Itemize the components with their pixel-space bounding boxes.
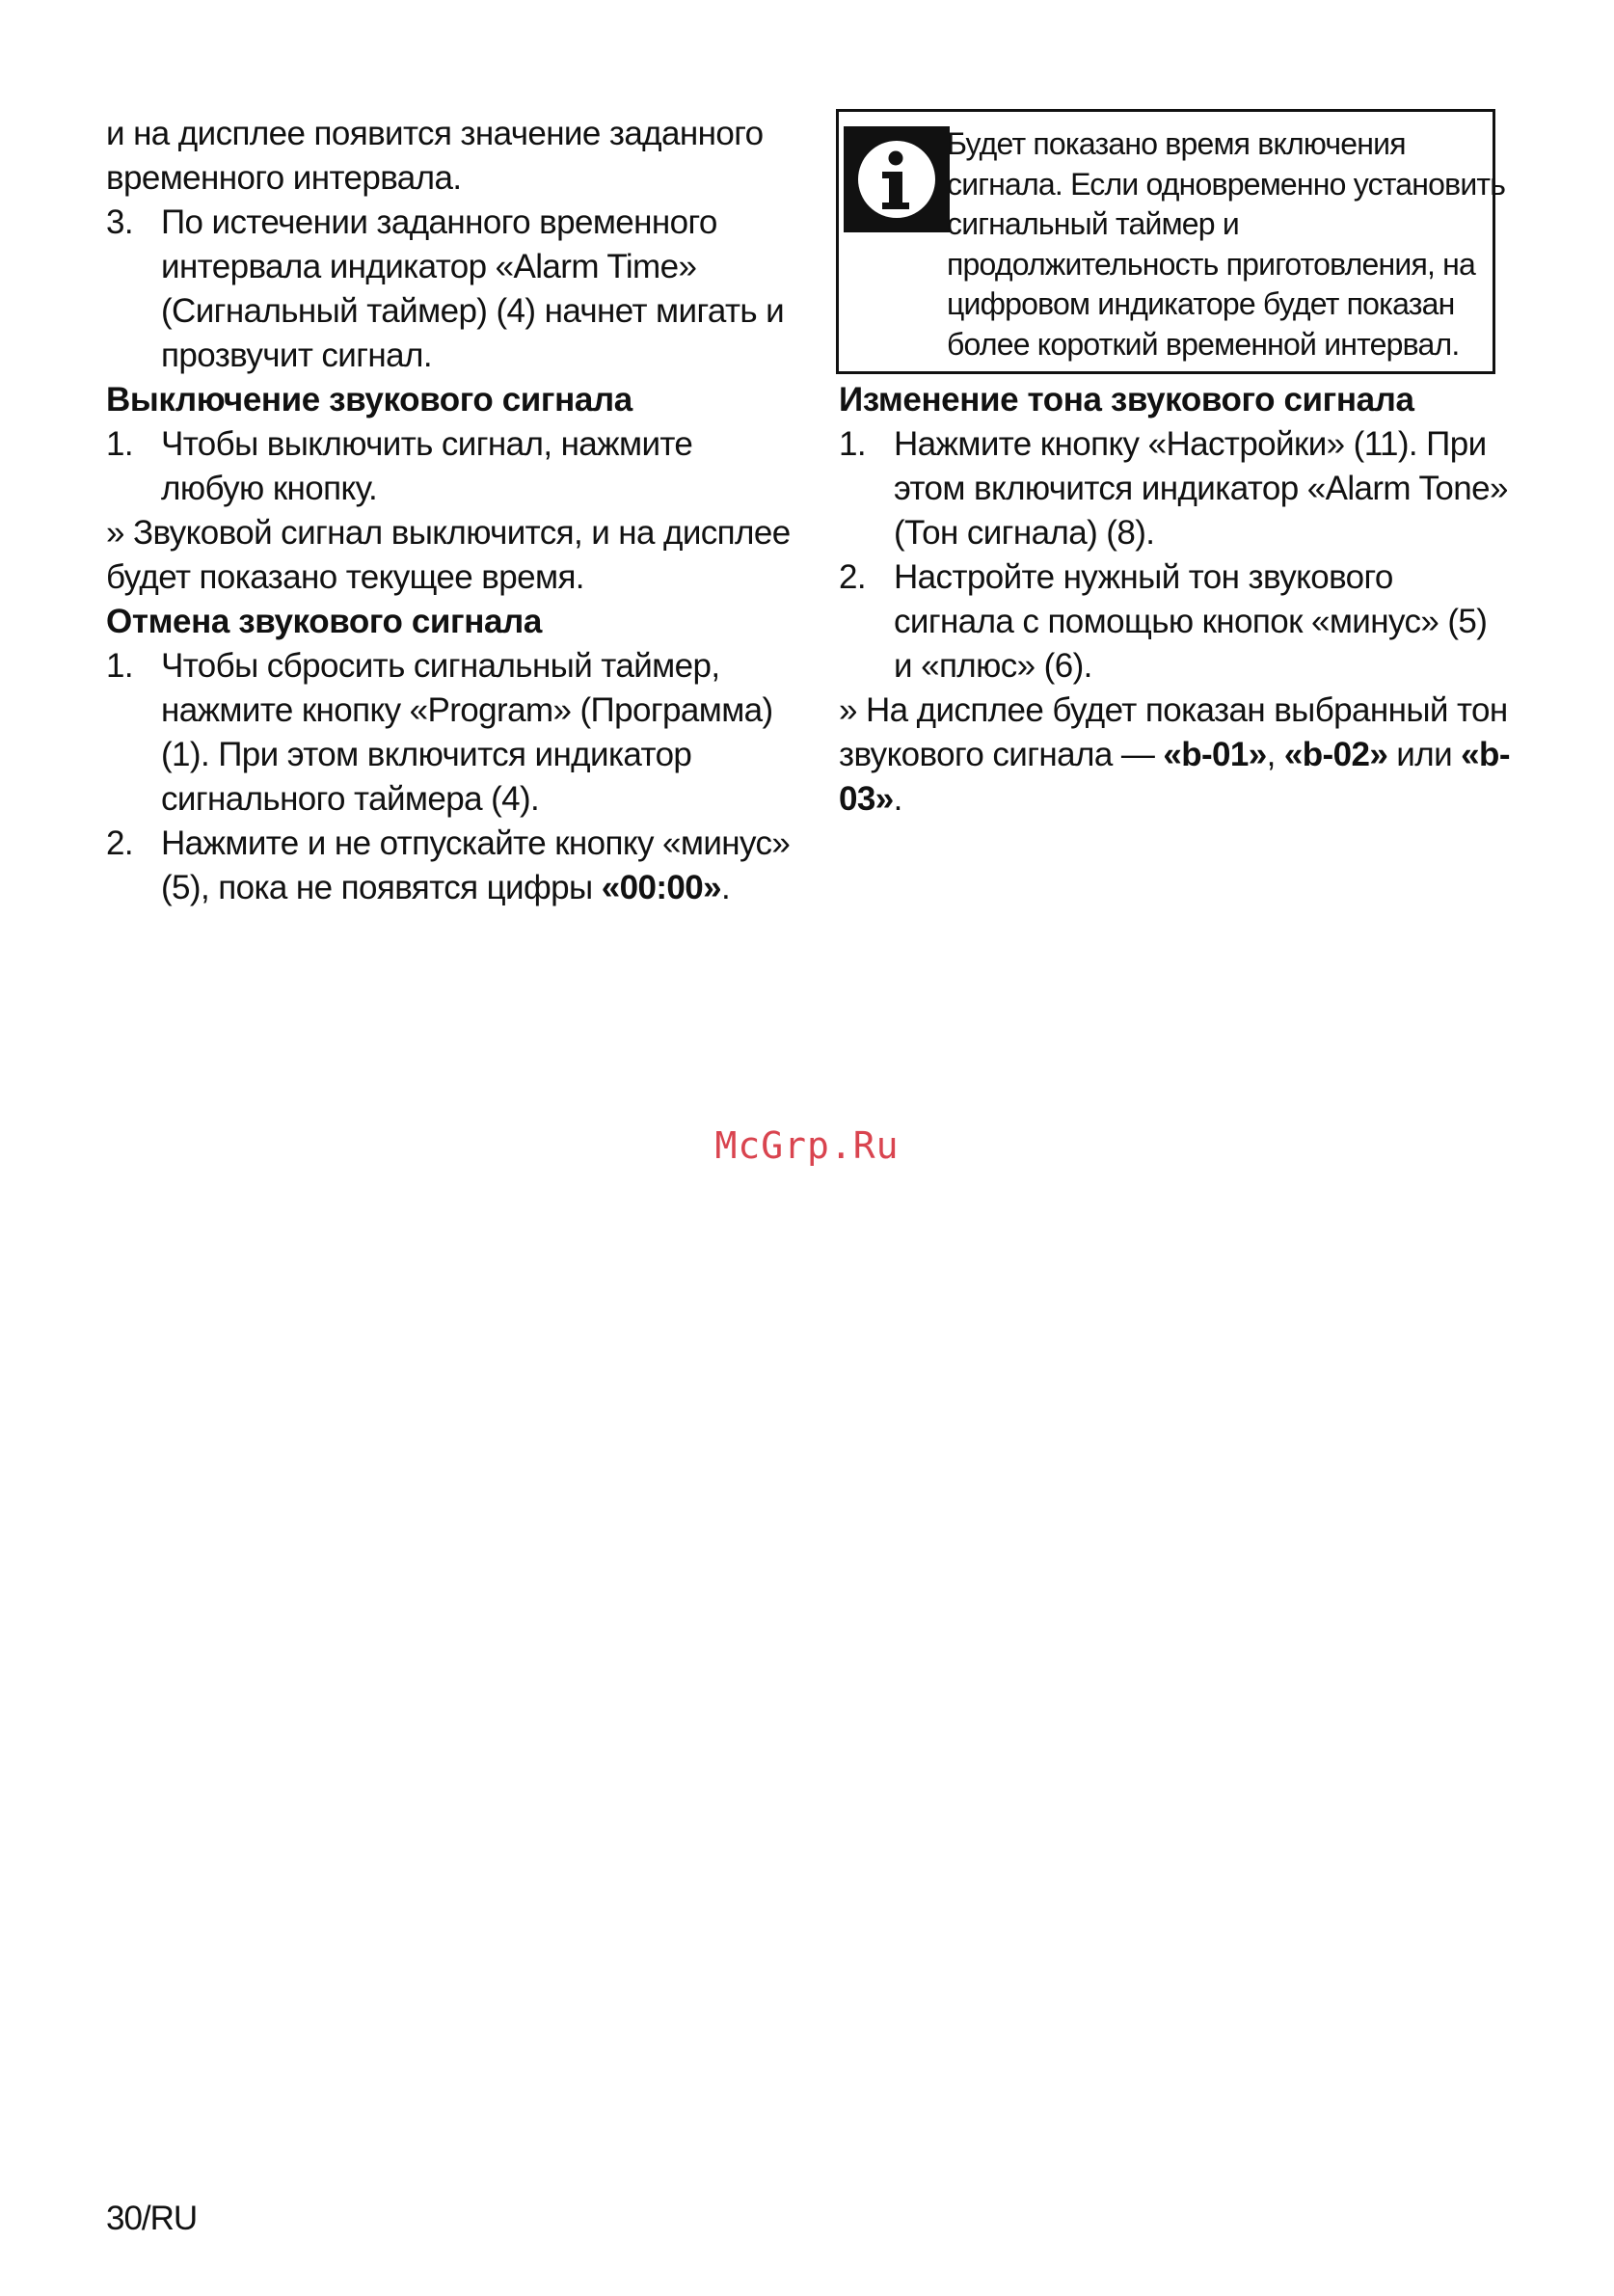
intro-paragraph: и на дисплее появится значение заданного временного интервала. [106, 115, 764, 197]
step-text: Чтобы выключить сигнал, нажмите любую кнопку. [161, 425, 693, 507]
info-line: сигнала. Если одновременно установить [947, 166, 1506, 202]
info-line: сигнальный таймер и [947, 206, 1239, 241]
step-3 [106, 201, 800, 378]
tone-separator: , [1266, 736, 1284, 773]
tone-step-2 [839, 555, 1514, 689]
tone-result-text: » На дисплее будет показан выбранный тон звукового сигнала — [839, 691, 1508, 773]
info-text [947, 124, 1506, 365]
info-line: продолжительность приготовления, на [947, 246, 1476, 282]
info-line: Будет показано время включения [947, 126, 1406, 161]
alarm-cancel-step-2 [106, 822, 800, 910]
page-number: 30/RU [106, 2200, 198, 2237]
info-line: цифровом индикаторе будет показан [947, 286, 1455, 321]
step-text: Нажмите кнопку «Настройки» (11). При этом включится индикатор «Alarm Tone» (Тон сигнала) (8). [894, 425, 1508, 552]
step-number: 1. [106, 647, 133, 685]
left-column [106, 112, 800, 910]
step-number: 3. [106, 203, 133, 241]
step-suffix: . [720, 869, 731, 906]
tone-result [839, 689, 1514, 822]
alarm-cancel-step-1 [106, 644, 800, 822]
step-number: 1. [839, 425, 866, 463]
heading-tone-change: Изменение тона звукового сигнала [839, 381, 1414, 419]
step-bold-value: «00:00» [601, 869, 721, 906]
info-icon [844, 126, 950, 232]
step-text: Нажмите и не отпускайте кнопку «минус» (5), пока не появятся цифры [161, 824, 791, 906]
info-icon-graphic [844, 126, 950, 232]
step-text: Настройте нужный тон звукового сигнала с помощью кнопок «минус» (5) и «плюс» (6). [894, 558, 1488, 685]
right-column [839, 378, 1514, 822]
step-number: 2. [106, 824, 133, 862]
tone-code-1: «b-01» [1163, 736, 1267, 773]
step-text: Чтобы сбросить сигнальный таймер, нажмите кнопку «Program» (Программа) (1). При этом включится индикатор сигнального таймера (4). [161, 647, 773, 818]
step-number: 2. [839, 558, 866, 596]
step-number: 1. [106, 425, 133, 463]
tone-step-1 [839, 422, 1514, 555]
watermark: McGrp.Ru [714, 1124, 900, 1167]
tone-code-2: «b-02» [1283, 736, 1388, 773]
alarm-off-result: » Звуковой сигнал выключится, и на дисплее будет показано текущее время. [106, 514, 791, 596]
tone-separator: или [1387, 736, 1462, 773]
tone-suffix: . [893, 780, 902, 818]
step-text: По истечении заданного временного интервала индикатор «Alarm Time» (Сигнальный таймер) (4) начнет мигать и прозвучит сигнал. [161, 203, 785, 374]
heading-alarm-cancel: Отмена звукового сигнала [106, 603, 542, 640]
alarm-off-step-1 [106, 422, 800, 511]
info-line: более короткий временной интервал. [947, 326, 1460, 362]
info-note-box [836, 109, 1506, 374]
tone-code-3: «b-03» [839, 736, 1510, 818]
heading-alarm-off: Выключение звукового сигнала [106, 381, 632, 419]
